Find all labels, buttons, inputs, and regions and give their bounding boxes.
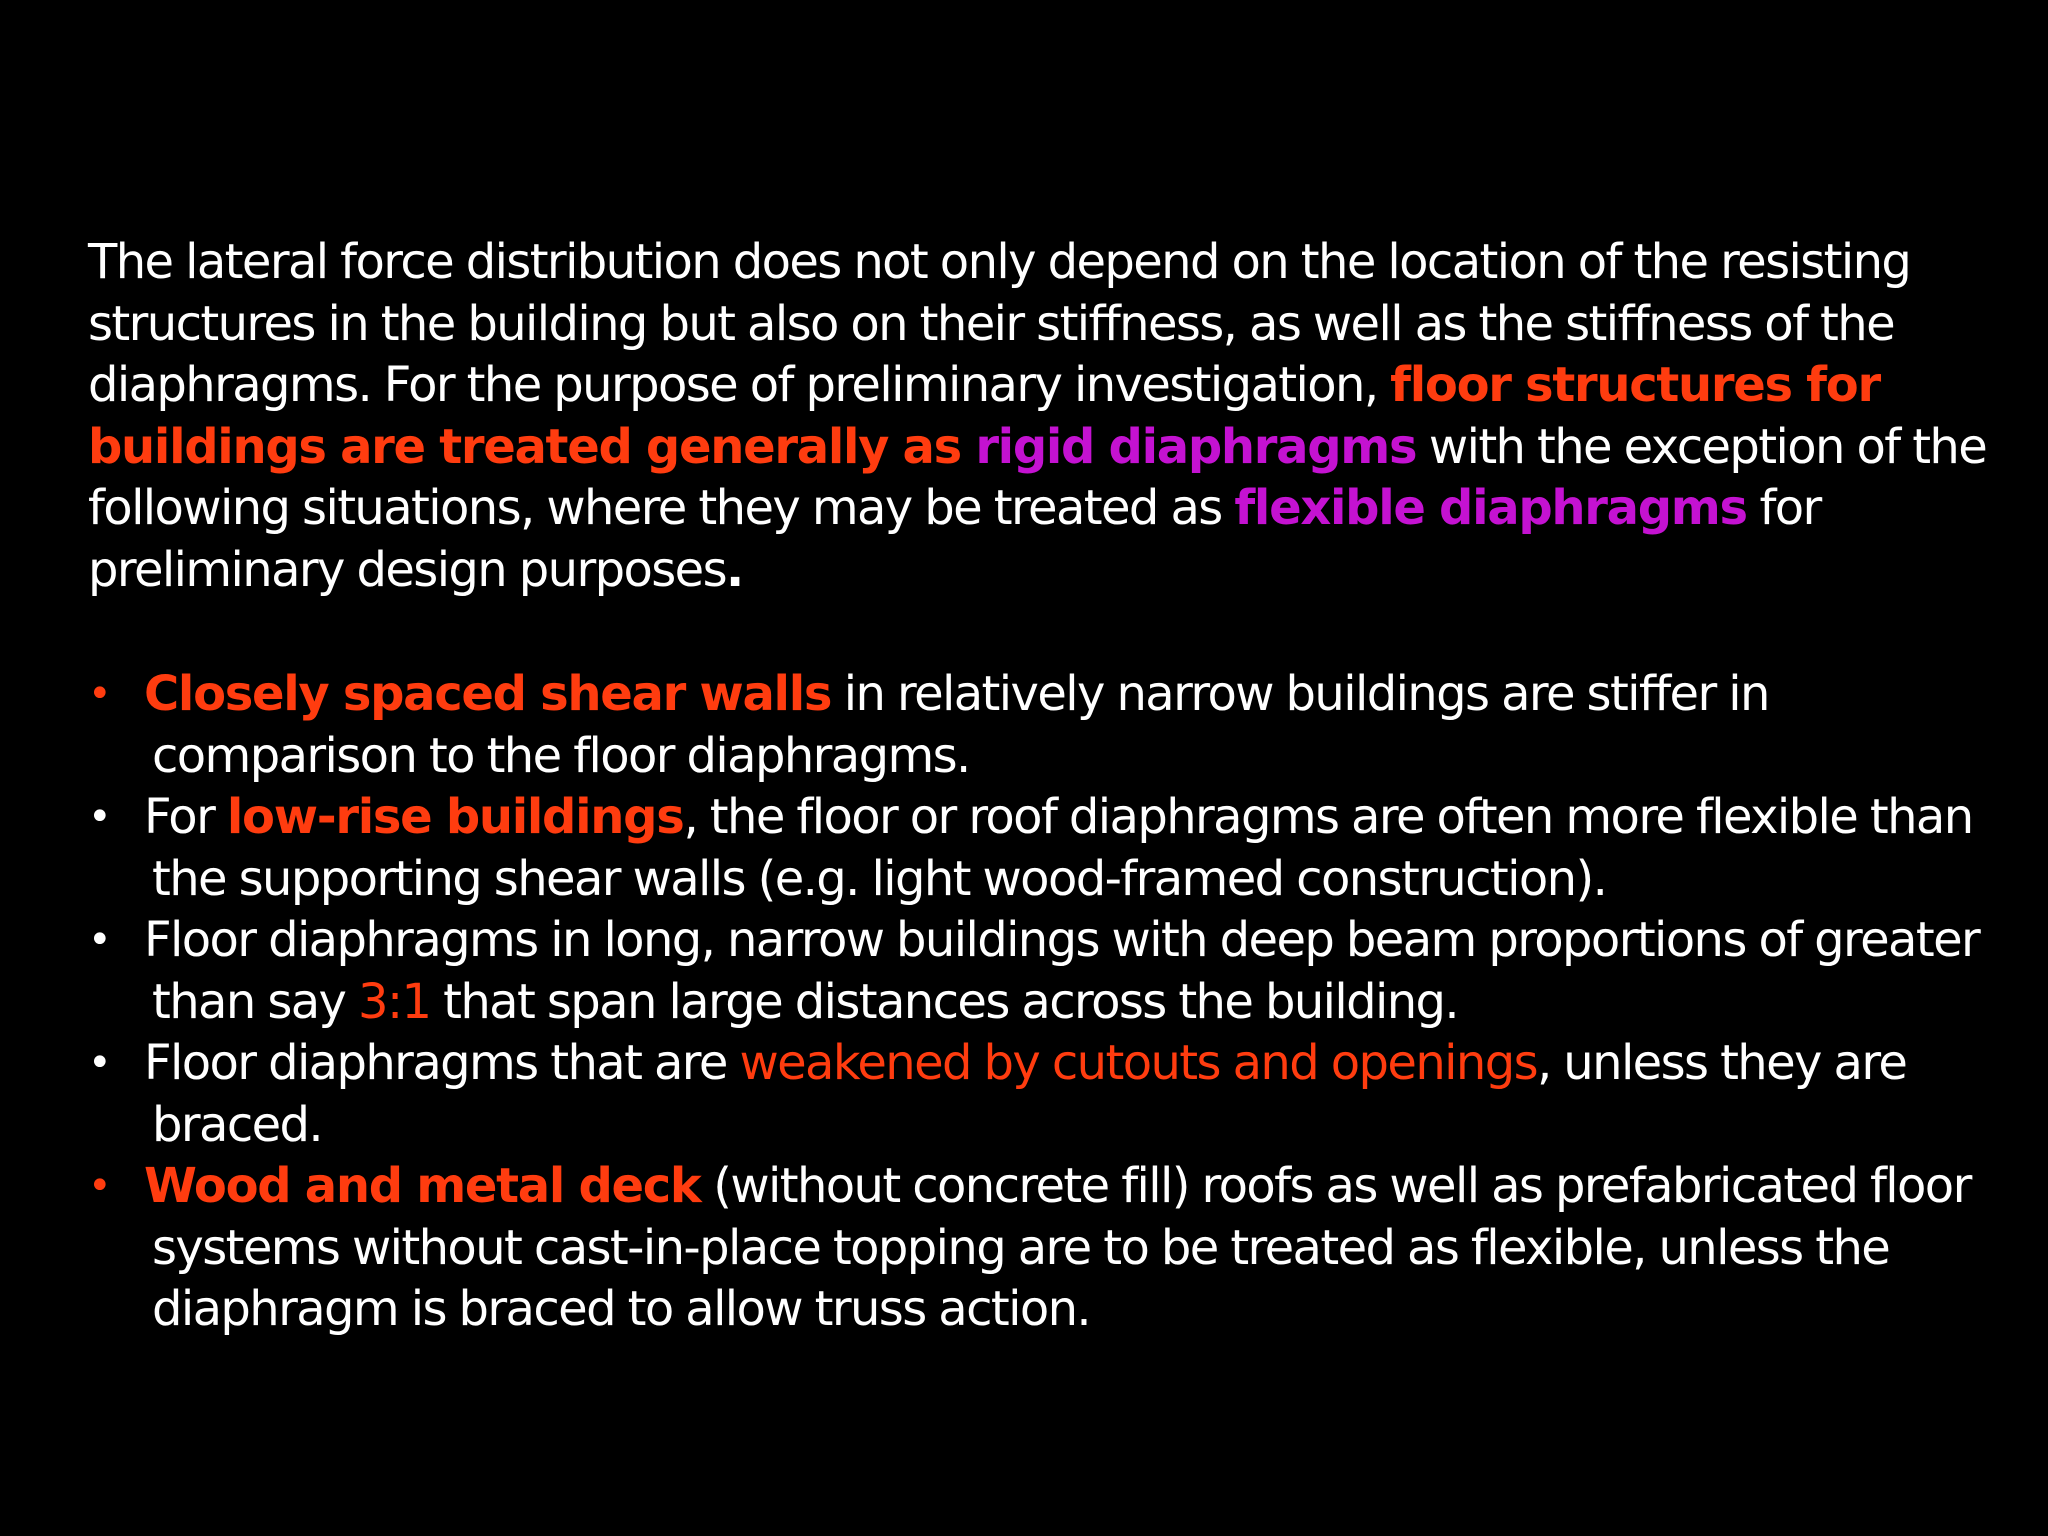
bullet-text: , the floor or roof diaphragms are often more flexible than the supporting shear walls (e.g. light wood-framed construction). (152, 789, 1973, 907)
list-item (88, 1033, 2028, 1156)
bullet-highlight: Closely spaced shear walls (144, 666, 832, 722)
bullet-icon: • (88, 671, 110, 717)
bullet-icon: • (88, 917, 110, 963)
bullet-highlight: low-rise buildings (226, 789, 684, 845)
intro-highlight-flexible-diaphragms: flexible diaphragms (1234, 480, 1747, 536)
bullet-lead: For (144, 789, 227, 845)
intro-highlight-floor-structures: floor structures for buildings are treated generally as (88, 357, 1880, 475)
intro-highlight-rigid-diaphragms: rigid diaphragms (975, 418, 1417, 475)
bullet-highlight: 3:1 (358, 973, 431, 1030)
list-item (88, 1156, 2028, 1341)
bullet-text: , unless they are braced. (152, 1035, 1907, 1153)
list-item (88, 787, 2028, 910)
bullet-text: in relatively narrow buildings are stiffer in comparison to the floor diaphragms. (152, 666, 1769, 784)
bullet-icon: • (88, 1163, 110, 1209)
intro-period: . (725, 541, 743, 598)
bullet-icon: • (88, 1040, 110, 1086)
bullet-lead: Floor diaphragms in long, narrow buildings with deep beam proportions of greater than say (144, 912, 1980, 1030)
intro-paragraph (88, 232, 2028, 601)
bullet-icon: • (88, 794, 110, 840)
bullet-text: that span large distances across the building. (430, 973, 1459, 1030)
situations-list (88, 664, 2028, 1341)
intro-text-2: with the exception of the following situations, where they may be treated as (88, 418, 1987, 536)
list-item (88, 910, 2028, 1033)
intro-text-1: The lateral force distribution does not only depend on the location of the resisting structures in the building but also on their stiffness, as well as the stiffness of the diaphragms. For the purpose of preliminary investigation, (88, 234, 1911, 413)
bullet-highlight: weakened by cutouts and openings (739, 1035, 1537, 1091)
bullet-highlight: Wood and metal deck (144, 1158, 701, 1214)
intro-text-3: for preliminary design purposes (88, 480, 1821, 598)
bullet-text: (without concrete fill) roofs as well as prefabricated floor systems without cast-in-place topping are to be treated as flexible, unless the diaphragm is braced to allow truss action. (152, 1158, 1971, 1337)
list-item (88, 664, 2028, 787)
bullet-lead: Floor diaphragms that are (144, 1035, 740, 1091)
